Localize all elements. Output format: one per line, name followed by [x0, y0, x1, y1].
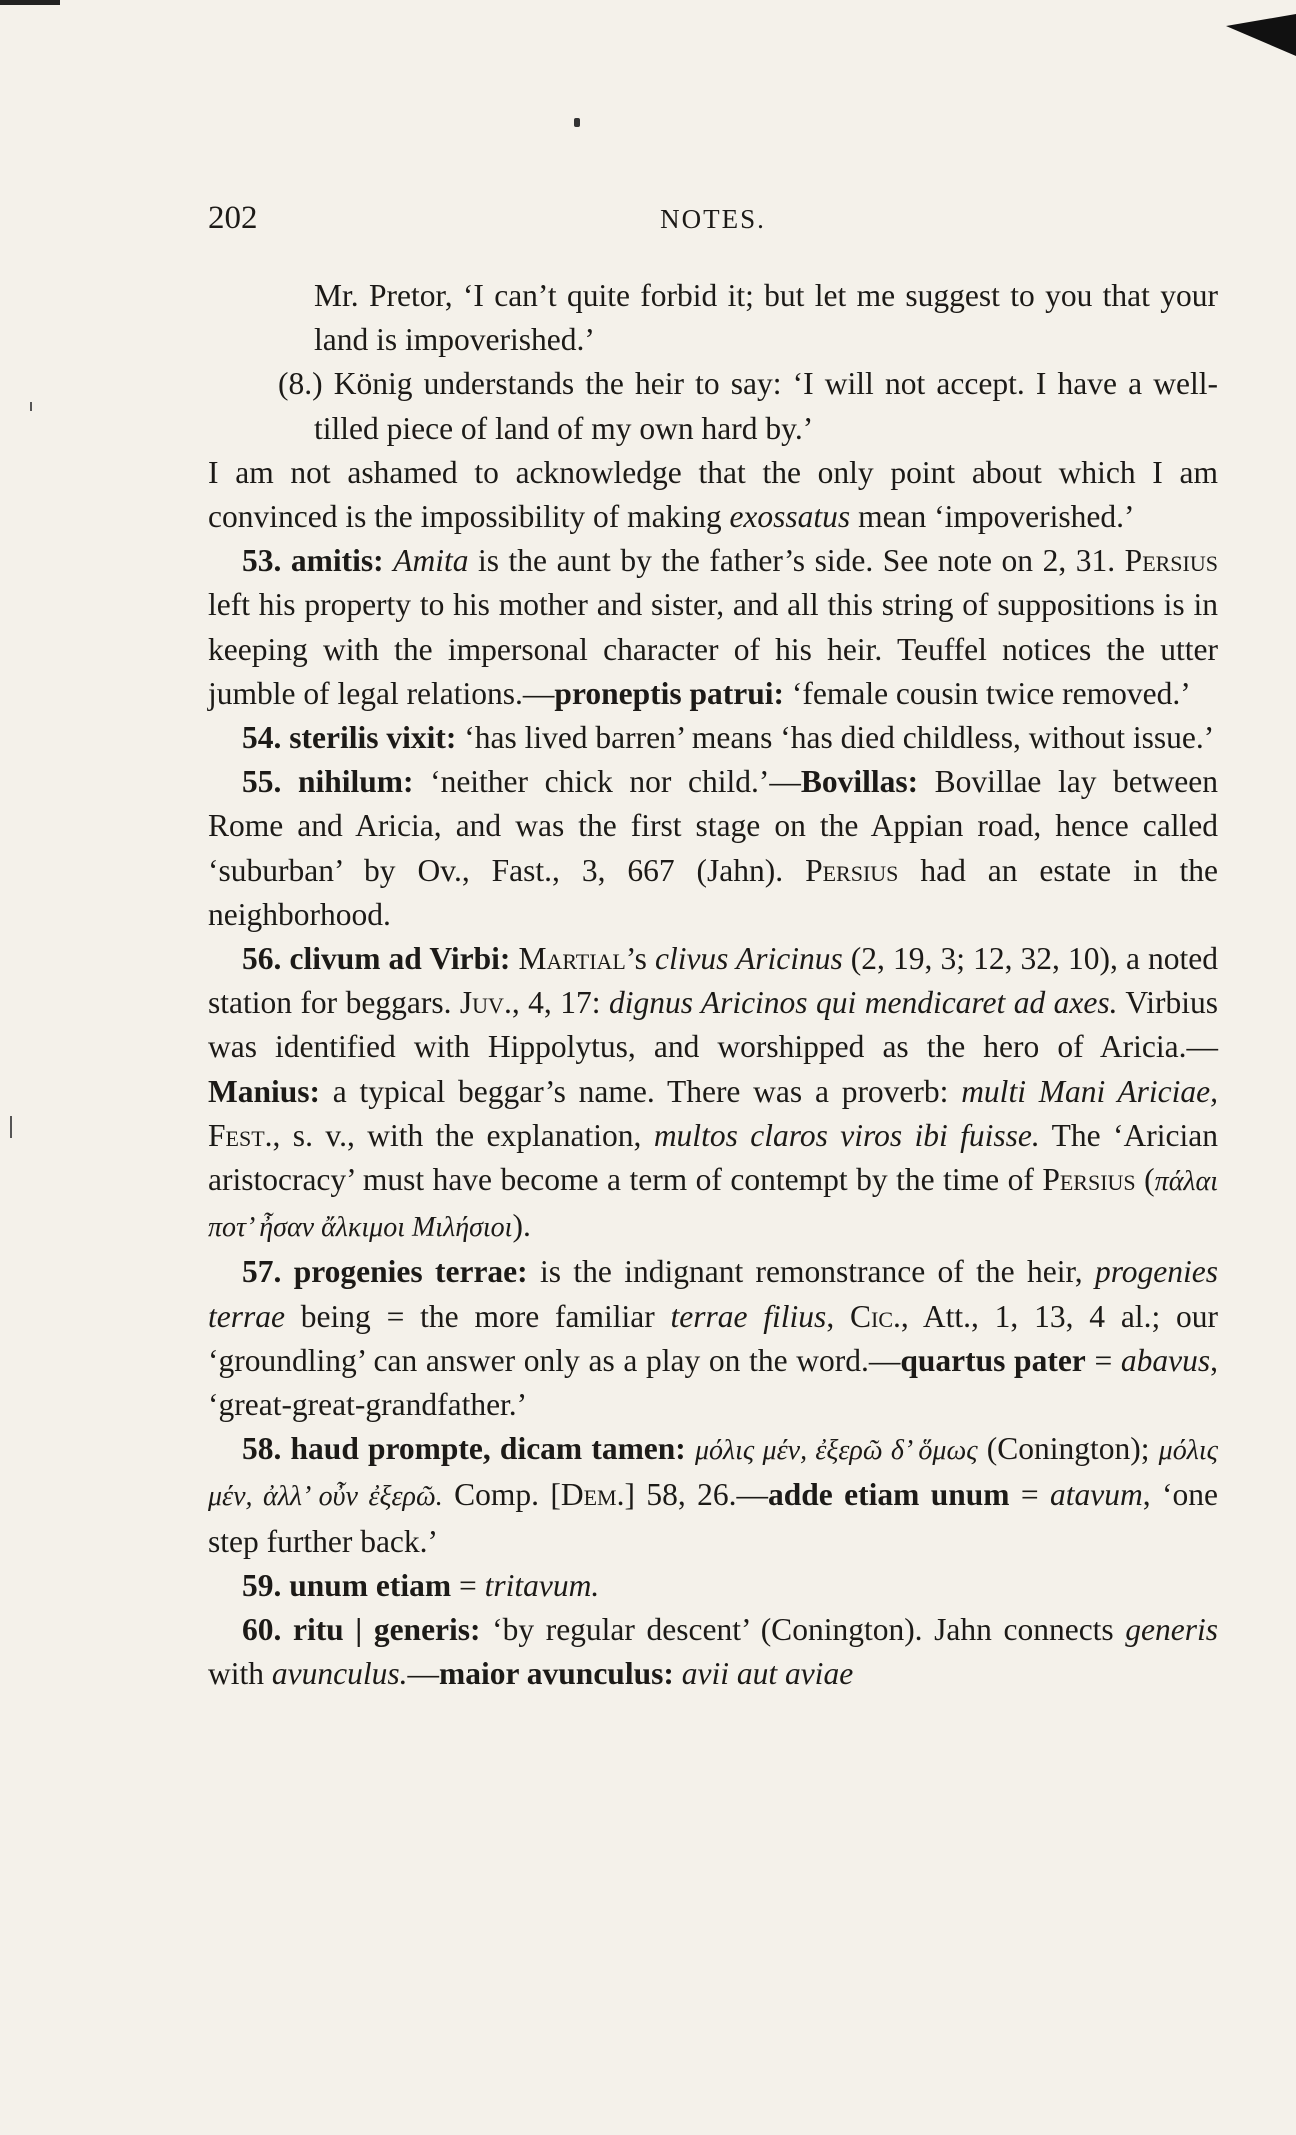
note-58: 58. haud prompte, dicam tamen: μόλις μέν, ἐξερῶ δ’ ὅμως (Conington); μόλις μέν, ἀλλ’ οὖν ἐξερῶ. Comp. [Dem.] 58, 26.—adde etiam unum = atavum, ‘one step further back.’: [208, 1431, 1218, 1559]
running-head: NOTES.: [660, 204, 766, 234]
margin-speck: [10, 1116, 12, 1138]
scan-edge-mark: [0, 0, 60, 5]
lemma: 54. sterilis vixit:: [242, 720, 457, 756]
page-number: 202: [208, 200, 258, 236]
scan-corner-tab: [1226, 14, 1296, 56]
lemma: 53. amitis:: [242, 543, 384, 579]
margin-speck: [30, 402, 32, 411]
note-60: 60. ritu | generis: ‘by regular descent’ (Conington). Jahn connects generis with avunculus.—maior avunculus: avii aut aviae: [208, 1612, 1219, 1692]
commentary-paragraph: I am not ashamed to acknowledge that the only point about which I am convinced is the impossibility of making exossatus mean ‘impoverished.’: [208, 454, 1218, 535]
page-header: [208, 200, 1218, 250]
note-53: 53. amitis: Amita is the aunt by the father’s side. See note on 2, 31. Persius left his property to his mother and sister, and all this string of suppositions is in keeping with the impersonal character of his heir. Teuffel notices the utter jumble of legal relations.—proneptis patrui: ‘female cousin twice removed.’: [208, 543, 1218, 711]
note-56: 56. clivum ad Virbi: Martial’s clivus Aricinus (2, 19, 3; 12, 32, 10), a noted station for beggars. Juv., 4, 17: dignus Aricinos qui mendicaret ad axes. Virbius was identified with Hippolytus, and worshipped as the hero of Aricia.—Manius: a typical beggar’s name. There was a proverb: multi Mani Ariciae, Fest., s. v., with the explanation, multos claros viros ibi fuisse. The ‘Arician aristocracy’ must have become a term of contempt by the time of Persius (πάλαι ποτ’ ἦσαν ἄλκιμοι Μιλήσιοι).: [208, 941, 1219, 1244]
continuation-paragraph: Mr. Pretor, ‘I can’t quite forbid it; but let me suggest to you that your land is impoverished.’: [314, 278, 1218, 358]
notes-body: [208, 274, 1218, 1697]
note-59: 59. unum etiam = tritavum.: [242, 1567, 600, 1603]
lemma: 60. ritu | generis:: [242, 1612, 481, 1648]
lemma: 57. progenies terrae:: [242, 1254, 528, 1290]
lemma: 56. clivum ad Virbi:: [242, 941, 511, 977]
note-55: 55. nihilum: ‘neither chick nor child.’—Bovillas: Bovillae lay between Rome and Aricia, and was the first stage on the Appian road, hence called ‘suburban’ by Ov., Fast., 3, 667 (Jahn). Persius had an estate in the neighborhood.: [208, 764, 1218, 932]
numbered-paragraph: (8.) König understands the heir to say: ‘I will not accept. I have a well-tilled piece of land of my own hard by.’: [278, 366, 1218, 446]
lemma: 55. nihilum:: [242, 764, 414, 800]
lemma: 58. haud prompte, dicam tamen:: [242, 1431, 686, 1467]
lemma: 59. unum etiam: [242, 1567, 452, 1603]
print-speck: [574, 118, 580, 127]
note-54: 54. sterilis vixit: ‘has lived barren’ means ‘has died childless, without issue.’: [242, 720, 1215, 756]
note-57: 57. progenies terrae: is the indignant remonstrance of the heir, progenies terrae being = the more familiar terrae filius, Cic., Att., 1, 13, 4 al.; our ‘groundling’ can answer only as a play on the word.—quartus pater = abavus, ‘great-great-grandfather.’: [208, 1254, 1219, 1423]
